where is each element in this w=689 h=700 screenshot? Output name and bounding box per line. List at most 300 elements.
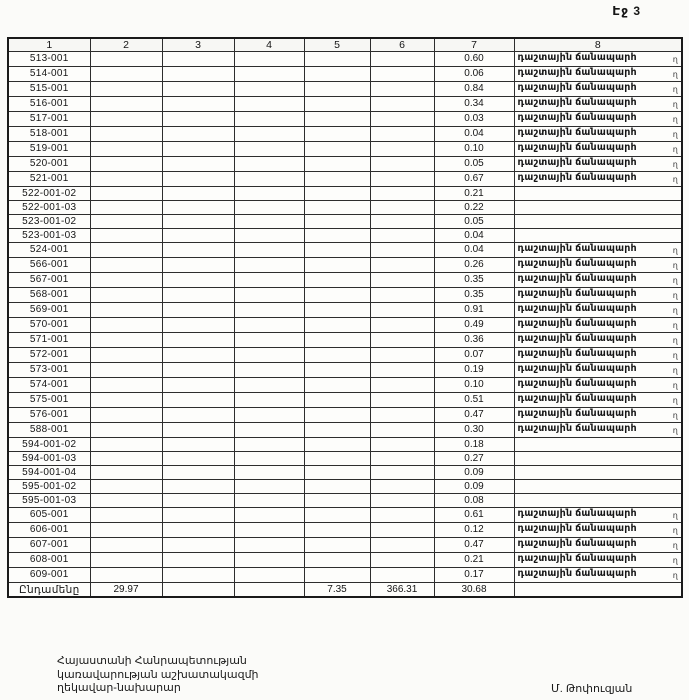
- parcel-code: 605-001: [8, 508, 90, 523]
- area-value: 0.49: [434, 318, 514, 333]
- empty-cell: [162, 273, 234, 288]
- empty-cell: [234, 215, 304, 229]
- empty-cell: [162, 438, 234, 452]
- land-use-cell: [514, 112, 682, 127]
- area-value: 0.34: [434, 97, 514, 112]
- area-value: 0.26: [434, 258, 514, 273]
- area-value: 0.36: [434, 333, 514, 348]
- empty-cell: [304, 288, 370, 303]
- empty-cell: [234, 408, 304, 423]
- empty-cell: [304, 348, 370, 363]
- edge-mark: ղ: [672, 291, 678, 300]
- empty-cell: [90, 408, 162, 423]
- empty-cell: [162, 187, 234, 201]
- table-row: [8, 348, 682, 363]
- edge-mark: ղ: [672, 261, 678, 270]
- empty-cell: [370, 172, 434, 187]
- empty-cell: [90, 82, 162, 97]
- land-use-label: դաշտային ճանապարհ: [517, 127, 637, 138]
- empty-cell: [90, 215, 162, 229]
- empty-cell: [90, 243, 162, 258]
- column-header: 7: [434, 38, 514, 52]
- empty-cell: [234, 187, 304, 201]
- empty-cell: [370, 258, 434, 273]
- empty-cell: [162, 243, 234, 258]
- area-value: 0.09: [434, 480, 514, 494]
- parcel-code: 595-001-02: [8, 480, 90, 494]
- empty-cell: [234, 523, 304, 538]
- empty-cell: [234, 333, 304, 348]
- land-use-cell: [514, 538, 682, 553]
- area-value: 0.08: [434, 494, 514, 508]
- empty-cell: [304, 67, 370, 82]
- empty-cell: [304, 243, 370, 258]
- table-row: [8, 273, 682, 288]
- empty-cell: [370, 333, 434, 348]
- empty-cell: [304, 201, 370, 215]
- edge-mark: ղ: [672, 306, 678, 315]
- table-row: [8, 494, 682, 508]
- area-value: 0.10: [434, 378, 514, 393]
- empty-cell: [162, 112, 234, 127]
- land-use-cell: [514, 508, 682, 523]
- area-value: 0.18: [434, 438, 514, 452]
- edge-mark: ղ: [672, 571, 678, 580]
- empty-cell: [90, 172, 162, 187]
- empty-cell: [234, 243, 304, 258]
- empty-cell: [90, 127, 162, 142]
- empty-cell: [370, 112, 434, 127]
- land-use-label: դաշտային ճանապարհ: [517, 288, 637, 299]
- parcel-code: 609-001: [8, 568, 90, 583]
- table-row: [8, 538, 682, 553]
- edge-mark: ղ: [672, 321, 678, 330]
- land-use-cell: [514, 187, 682, 201]
- empty-cell: [370, 157, 434, 172]
- edge-mark: ղ: [672, 426, 678, 435]
- empty-cell: [90, 303, 162, 318]
- total-col7: 30.68: [434, 583, 514, 598]
- empty-cell: [234, 97, 304, 112]
- empty-cell: [90, 318, 162, 333]
- empty-cell: [304, 142, 370, 157]
- empty-cell: [162, 466, 234, 480]
- empty-cell: [162, 127, 234, 142]
- empty-cell: [90, 480, 162, 494]
- area-value: 0.27: [434, 452, 514, 466]
- empty-cell: [370, 568, 434, 583]
- parcel-code: 588-001: [8, 423, 90, 438]
- empty-cell: [370, 97, 434, 112]
- area-value: 0.09: [434, 466, 514, 480]
- table-row: [8, 438, 682, 452]
- table-row: [8, 378, 682, 393]
- empty-cell: [234, 127, 304, 142]
- table-row: [8, 363, 682, 378]
- parcel-code: 570-001: [8, 318, 90, 333]
- empty-cell: [304, 82, 370, 97]
- parcel-code: 606-001: [8, 523, 90, 538]
- empty-cell: [90, 508, 162, 523]
- empty-cell: [234, 494, 304, 508]
- empty-cell: [234, 303, 304, 318]
- empty-cell: [304, 318, 370, 333]
- edge-mark: ղ: [672, 541, 678, 550]
- empty-cell: [370, 187, 434, 201]
- land-use-label: դաշտային ճանապարհ: [517, 97, 637, 108]
- area-value: 0.05: [434, 157, 514, 172]
- empty-cell: [90, 466, 162, 480]
- land-use-label: դաշտային ճանապարհ: [517, 157, 637, 168]
- empty-cell: [304, 127, 370, 142]
- land-use-label: դաշտային ճանապարհ: [517, 423, 637, 434]
- column-header: 5: [304, 38, 370, 52]
- land-use-cell: [514, 201, 682, 215]
- land-use-cell: [514, 157, 682, 172]
- empty-cell: [162, 303, 234, 318]
- empty-cell: [304, 466, 370, 480]
- area-value: 0.35: [434, 273, 514, 288]
- area-value: 0.51: [434, 393, 514, 408]
- table-row: [8, 229, 682, 243]
- table-row: [8, 172, 682, 187]
- empty-cell: [162, 423, 234, 438]
- area-value: 0.61: [434, 508, 514, 523]
- empty-cell: [370, 508, 434, 523]
- empty-cell: [162, 494, 234, 508]
- empty-cell: [234, 258, 304, 273]
- empty-cell: [162, 318, 234, 333]
- empty-cell: [514, 583, 682, 598]
- total-col2: 29.97: [90, 583, 162, 598]
- empty-cell: [304, 494, 370, 508]
- parcel-code: 523-001-03: [8, 229, 90, 243]
- empty-cell: [370, 523, 434, 538]
- land-use-cell: [514, 67, 682, 82]
- empty-cell: [370, 201, 434, 215]
- parcel-code: 522-001-02: [8, 187, 90, 201]
- footer-line-1: Հայաստանի Հանրապետության: [57, 655, 247, 667]
- land-use-label: դաշտային ճանապարհ: [517, 172, 637, 183]
- area-value: 0.10: [434, 142, 514, 157]
- empty-cell: [370, 348, 434, 363]
- empty-cell: [234, 378, 304, 393]
- empty-cell: [234, 67, 304, 82]
- empty-cell: [304, 187, 370, 201]
- land-use-label: դաշտային ճանապարհ: [517, 393, 637, 404]
- table-row: [8, 288, 682, 303]
- table-row: [8, 452, 682, 466]
- column-header: 8: [514, 38, 682, 52]
- area-value: 0.21: [434, 553, 514, 568]
- empty-cell: [370, 273, 434, 288]
- area-value: 0.35: [434, 288, 514, 303]
- land-use-cell: [514, 494, 682, 508]
- empty-cell: [234, 229, 304, 243]
- empty-cell: [304, 423, 370, 438]
- empty-cell: [162, 538, 234, 553]
- land-use-cell: [514, 393, 682, 408]
- edge-mark: ղ: [672, 396, 678, 405]
- parcel-code: 523-001-02: [8, 215, 90, 229]
- table-row: [8, 553, 682, 568]
- empty-cell: [162, 67, 234, 82]
- table-row: [8, 423, 682, 438]
- parcel-code: 572-001: [8, 348, 90, 363]
- table-row: [8, 82, 682, 97]
- land-use-cell: [514, 229, 682, 243]
- area-value: 0.67: [434, 172, 514, 187]
- land-use-cell: [514, 523, 682, 538]
- land-use-label: դաշտային ճանապարհ: [517, 273, 637, 284]
- empty-cell: [90, 363, 162, 378]
- parcel-code: 521-001: [8, 172, 90, 187]
- land-use-label: դաշտային ճանապարհ: [517, 112, 637, 123]
- land-use-label: դաշտային ճանապարհ: [517, 553, 637, 564]
- edge-mark: ղ: [672, 511, 678, 520]
- area-value: 0.12: [434, 523, 514, 538]
- empty-cell: [304, 172, 370, 187]
- empty-cell: [304, 393, 370, 408]
- area-value: 0.19: [434, 363, 514, 378]
- empty-cell: [304, 157, 370, 172]
- land-use-label: դաշտային ճանապարհ: [517, 243, 637, 254]
- parcel-code: 571-001: [8, 333, 90, 348]
- parcel-code: 574-001: [8, 378, 90, 393]
- total-row: [8, 583, 682, 598]
- empty-cell: [370, 393, 434, 408]
- edge-mark: ղ: [672, 85, 678, 94]
- parcel-code: 569-001: [8, 303, 90, 318]
- empty-cell: [304, 215, 370, 229]
- footer-organization: [57, 655, 259, 696]
- table-row: [8, 67, 682, 82]
- land-use-cell: [514, 172, 682, 187]
- area-value: 0.07: [434, 348, 514, 363]
- empty-cell: [304, 553, 370, 568]
- empty-cell: [90, 438, 162, 452]
- land-use-label: դաշտային ճանապարհ: [517, 538, 637, 549]
- empty-cell: [162, 480, 234, 494]
- empty-cell: [162, 157, 234, 172]
- empty-cell: [370, 452, 434, 466]
- edge-mark: ղ: [672, 556, 678, 565]
- empty-cell: [304, 523, 370, 538]
- area-value: 0.21: [434, 187, 514, 201]
- empty-cell: [234, 438, 304, 452]
- parcel-code: 567-001: [8, 273, 90, 288]
- land-use-label: դաշտային ճանապարհ: [517, 82, 637, 93]
- empty-cell: [370, 229, 434, 243]
- land-use-cell: [514, 363, 682, 378]
- empty-cell: [162, 408, 234, 423]
- empty-cell: [370, 127, 434, 142]
- land-use-cell: [514, 52, 682, 67]
- empty-cell: [234, 480, 304, 494]
- empty-cell: [162, 172, 234, 187]
- empty-cell: [304, 480, 370, 494]
- empty-cell: [234, 466, 304, 480]
- empty-cell: [234, 393, 304, 408]
- empty-cell: [304, 273, 370, 288]
- land-use-cell: [514, 303, 682, 318]
- parcel-code: 576-001: [8, 408, 90, 423]
- parcel-code: 594-001-03: [8, 452, 90, 466]
- empty-cell: [90, 523, 162, 538]
- empty-cell: [162, 97, 234, 112]
- empty-cell: [234, 423, 304, 438]
- land-use-cell: [514, 243, 682, 258]
- empty-cell: [234, 583, 304, 598]
- edge-mark: ղ: [672, 526, 678, 535]
- empty-cell: [90, 288, 162, 303]
- empty-cell: [234, 288, 304, 303]
- empty-cell: [304, 112, 370, 127]
- empty-cell: [90, 52, 162, 67]
- empty-cell: [370, 438, 434, 452]
- empty-cell: [162, 583, 234, 598]
- edge-mark: ղ: [672, 70, 678, 79]
- empty-cell: [162, 142, 234, 157]
- empty-cell: [162, 378, 234, 393]
- empty-cell: [370, 363, 434, 378]
- area-value: 0.22: [434, 201, 514, 215]
- table-row: [8, 508, 682, 523]
- land-use-cell: [514, 142, 682, 157]
- empty-cell: [234, 273, 304, 288]
- empty-cell: [234, 363, 304, 378]
- empty-cell: [234, 172, 304, 187]
- table-row: [8, 142, 682, 157]
- land-use-cell: [514, 127, 682, 142]
- empty-cell: [162, 508, 234, 523]
- land-use-cell: [514, 408, 682, 423]
- empty-cell: [304, 452, 370, 466]
- empty-cell: [162, 258, 234, 273]
- parcel-code: 573-001: [8, 363, 90, 378]
- land-use-cell: [514, 568, 682, 583]
- footer-line-2: կառավարության աշխատակազմի: [57, 668, 259, 681]
- total-col5: 7.35: [304, 583, 370, 598]
- empty-cell: [90, 423, 162, 438]
- land-use-cell: [514, 318, 682, 333]
- parcel-code: 516-001: [8, 97, 90, 112]
- empty-cell: [234, 508, 304, 523]
- parcel-code: 608-001: [8, 553, 90, 568]
- area-value: 0.05: [434, 215, 514, 229]
- table-row: [8, 258, 682, 273]
- land-use-label: դաշտային ճանապարհ: [517, 67, 637, 78]
- empty-cell: [90, 201, 162, 215]
- empty-cell: [234, 318, 304, 333]
- empty-cell: [304, 229, 370, 243]
- column-header: 4: [234, 38, 304, 52]
- parcel-code: 524-001: [8, 243, 90, 258]
- empty-cell: [234, 201, 304, 215]
- empty-cell: [90, 553, 162, 568]
- empty-cell: [90, 142, 162, 157]
- data-table: [7, 37, 683, 598]
- edge-mark: ղ: [672, 130, 678, 139]
- parcel-code: 594-001-04: [8, 466, 90, 480]
- empty-cell: [370, 243, 434, 258]
- empty-cell: [304, 258, 370, 273]
- parcel-code: 518-001: [8, 127, 90, 142]
- parcel-code: 514-001: [8, 67, 90, 82]
- area-value: 0.30: [434, 423, 514, 438]
- area-value: 0.91: [434, 303, 514, 318]
- edge-mark: ղ: [672, 145, 678, 154]
- edge-mark: ղ: [672, 366, 678, 375]
- empty-cell: [234, 538, 304, 553]
- land-use-cell: [514, 273, 682, 288]
- empty-cell: [370, 466, 434, 480]
- table-row: [8, 408, 682, 423]
- empty-cell: [90, 229, 162, 243]
- column-header: 6: [370, 38, 434, 52]
- land-use-label: դաշտային ճանապարհ: [517, 568, 637, 579]
- land-use-cell: [514, 82, 682, 97]
- total-col6: 366.31: [370, 583, 434, 598]
- parcel-code: 515-001: [8, 82, 90, 97]
- land-use-cell: [514, 553, 682, 568]
- table-row: [8, 333, 682, 348]
- empty-cell: [162, 523, 234, 538]
- land-use-cell: [514, 452, 682, 466]
- empty-cell: [90, 393, 162, 408]
- empty-cell: [162, 201, 234, 215]
- empty-cell: [234, 112, 304, 127]
- empty-cell: [304, 363, 370, 378]
- parcel-code: 594-001-02: [8, 438, 90, 452]
- table-body: [8, 52, 682, 583]
- empty-cell: [162, 363, 234, 378]
- table-row: [8, 187, 682, 201]
- area-value: 0.04: [434, 229, 514, 243]
- empty-cell: [90, 494, 162, 508]
- land-use-cell: [514, 438, 682, 452]
- edge-mark: ղ: [672, 276, 678, 285]
- empty-cell: [234, 82, 304, 97]
- land-use-label: դաշտային ճանապարհ: [517, 363, 637, 374]
- empty-cell: [370, 553, 434, 568]
- area-value: 0.84: [434, 82, 514, 97]
- land-use-label: դաշտային ճանապարհ: [517, 142, 637, 153]
- empty-cell: [162, 52, 234, 67]
- land-use-cell: [514, 378, 682, 393]
- signature-name: Մ. Թոփուզյան: [551, 683, 633, 695]
- area-value: 0.60: [434, 52, 514, 67]
- empty-cell: [162, 215, 234, 229]
- empty-cell: [234, 142, 304, 157]
- table-row: [8, 157, 682, 172]
- edge-mark: ղ: [672, 381, 678, 390]
- empty-cell: [370, 52, 434, 67]
- empty-cell: [304, 538, 370, 553]
- land-use-label: դաշտային ճանապարհ: [517, 52, 637, 63]
- empty-cell: [234, 52, 304, 67]
- empty-cell: [304, 333, 370, 348]
- empty-cell: [234, 568, 304, 583]
- area-value: 0.03: [434, 112, 514, 127]
- empty-cell: [162, 229, 234, 243]
- table-row: [8, 393, 682, 408]
- empty-cell: [370, 288, 434, 303]
- empty-cell: [90, 538, 162, 553]
- empty-cell: [90, 348, 162, 363]
- edge-mark: ղ: [672, 351, 678, 360]
- empty-cell: [162, 288, 234, 303]
